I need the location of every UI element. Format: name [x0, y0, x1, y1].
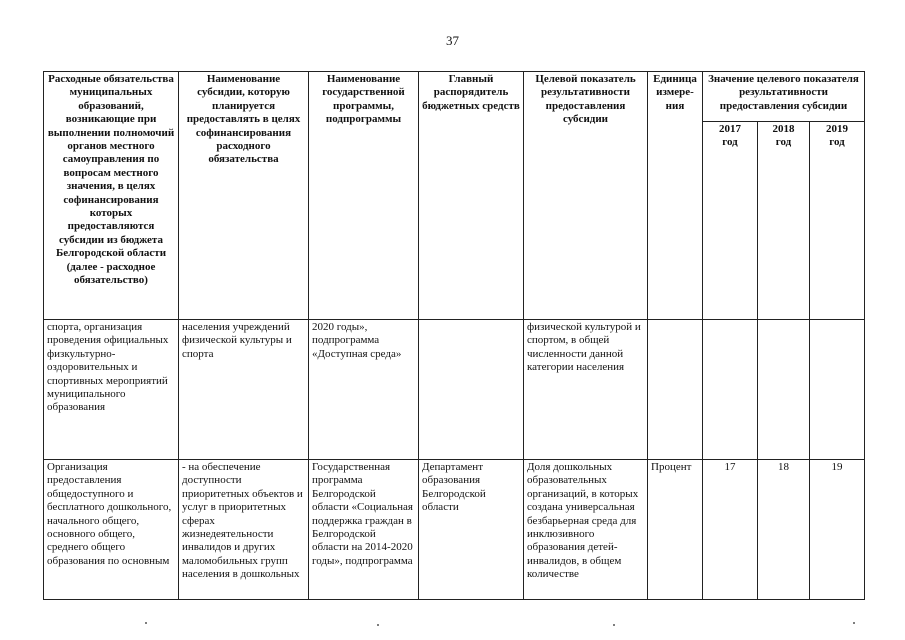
cell-program: 2020 годы», подпрограмма «Доступная среда» — [309, 320, 419, 460]
cell-expense: Организация предоставления общедоступного и бесплатного дошкольного, начального общего, основного общего, среднего общего образования по основным — [44, 460, 179, 600]
subsidy-table — [43, 71, 865, 600]
table-row — [44, 460, 865, 600]
header-program-name: Наименование государственной программы, подпрограммы — [309, 72, 419, 320]
header-budget-manager: Главный распорядитель бюджетных средств — [419, 72, 524, 320]
scan-speck — [377, 624, 379, 626]
cell-unit: Процент — [648, 460, 703, 600]
header-year-2018: 2018 год — [758, 122, 810, 320]
scan-speck — [145, 622, 147, 624]
header-target-value-group: Значение целевого показателя результативности предоставления субсидии — [703, 72, 865, 122]
cell-value-2017: 17 — [703, 460, 758, 600]
cell-value-2017 — [703, 320, 758, 460]
table-row — [44, 320, 865, 460]
cell-manager — [419, 320, 524, 460]
scan-speck — [613, 624, 615, 626]
cell-indicator: Доля дошкольных образовательных организаций, в которых создана универсальная безбарьерная среда для инклюзивного образования детей-инвалидов, в общем количестве — [524, 460, 648, 600]
cell-value-2019 — [810, 320, 865, 460]
cell-subsidy: - на обеспечение доступности приоритетных объектов и услуг в приоритетных сферах жизнедеятельности инвалидов и других маломобильных групп населения в дошкольных — [179, 460, 309, 600]
scan-speck — [853, 622, 855, 624]
header-target-indicator: Целевой показатель результативности предоставления субсидии — [524, 72, 648, 320]
cell-indicator: физической культурой и спортом, в общей численности данной категории населения — [524, 320, 648, 460]
header-unit: Единица измере-ния — [648, 72, 703, 320]
header-subsidy-name: Наименование субсидии, которую планируется предоставлять в целях софинансирования расходного обязательства — [179, 72, 309, 320]
header-year-2017: 2017 год — [703, 122, 758, 320]
cell-manager: Департамент образования Белгородской области — [419, 460, 524, 600]
cell-unit — [648, 320, 703, 460]
page-number: 37 — [446, 33, 459, 48]
cell-subsidy: населения учреждений физической культуры и спорта — [179, 320, 309, 460]
header-expense-obligation: Расходные обязательства муниципальных образований, возникающие при выполнении полномочий органов местного самоуправления по вопросам местного значения, в целях софинансирования которых предоставляются субсидии из бюджета Белгородской области (далее - расходное обязательство) — [44, 72, 179, 320]
cell-program: Государственная программа Белгородской области «Социальная поддержка граждан в Белгородской области на 2014-2020 годы», подпрограмма — [309, 460, 419, 600]
cell-value-2019: 19 — [810, 460, 865, 600]
cell-value-2018: 18 — [758, 460, 810, 600]
cell-value-2018 — [758, 320, 810, 460]
header-year-2019: 2019 год — [810, 122, 865, 320]
cell-expense: спорта, организация проведения официальных физкультурно-оздоровительных и спортивных мероприятий муниципального образования — [44, 320, 179, 460]
